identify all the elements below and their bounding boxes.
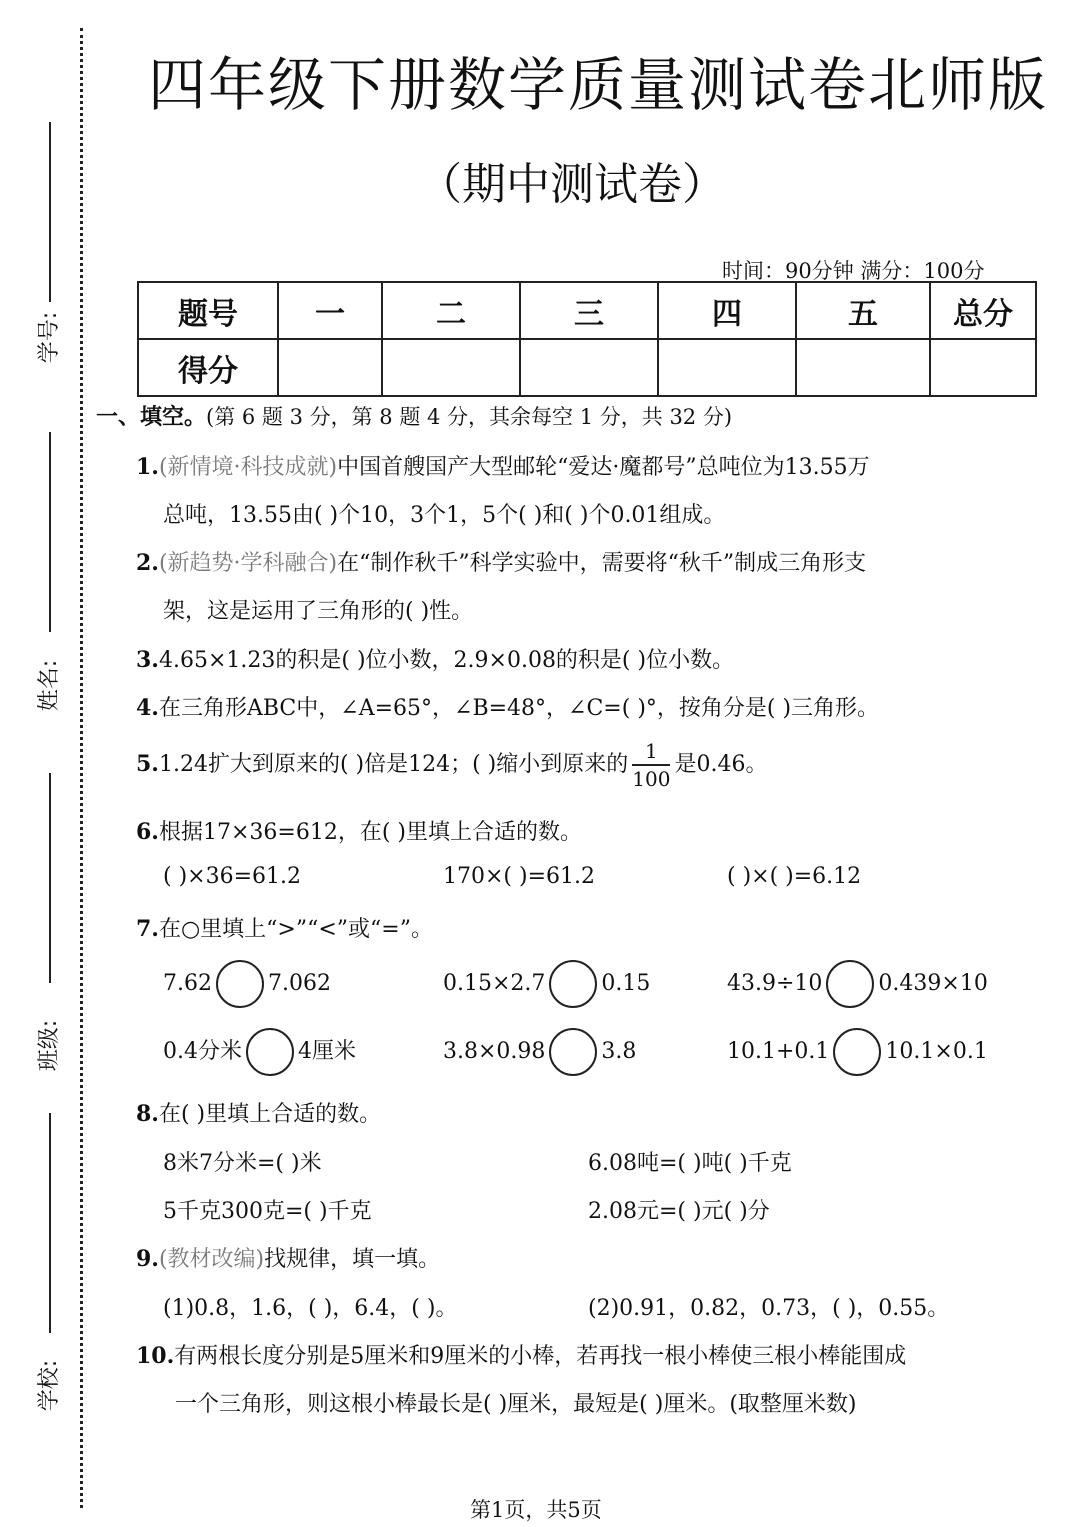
name-label: 姓名: xyxy=(37,659,63,712)
compare-item xyxy=(443,1028,636,1076)
compare-right: 0.439×10 xyxy=(878,971,988,996)
question-text: 1.24扩大到原来的( )倍是124；( )缩小到原来的 xyxy=(158,752,629,777)
question-number: 9. xyxy=(136,1246,159,1272)
compare-item xyxy=(163,960,331,1008)
compare-circle[interactable] xyxy=(833,1028,881,1076)
section-1-note: (第 6 题 3 分，第 8 题 4 分，其余每空 1 分，共 32 分) xyxy=(206,405,733,429)
question-number: 1. xyxy=(136,454,159,480)
question-text: 中国首艘国产大型邮轮“爱达·魔都号”总吨位为13.55万 xyxy=(337,455,870,480)
score-header-cell: 三 xyxy=(520,282,658,339)
question-9-item: (2)0.91，0.82，0.73，( )，0.55。 xyxy=(588,1296,950,1321)
question-5 xyxy=(136,738,767,792)
question-8-item: 2.08元=( )元( )分 xyxy=(588,1199,770,1224)
question-number: 3. xyxy=(136,647,159,673)
question-tag: (教材改编) xyxy=(158,1247,265,1272)
score-table xyxy=(137,281,1037,397)
question-number: 8. xyxy=(136,1101,159,1127)
compare-circle[interactable] xyxy=(826,960,874,1008)
compare-circle[interactable] xyxy=(246,1028,294,1076)
compare-item xyxy=(163,1028,356,1076)
compare-left: 10.1+0.1 xyxy=(727,1039,830,1064)
question-number: 5. xyxy=(136,751,159,777)
compare-right: 7.062 xyxy=(267,971,331,996)
score-header-cell: 二 xyxy=(382,282,520,339)
question-text: 在三角形ABC中，∠A=65°，∠B=48°，∠C=( )°，按角分是( )三角形。 xyxy=(158,696,880,721)
score-table-score-row xyxy=(138,339,1036,396)
fraction xyxy=(632,738,670,792)
score-cell[interactable] xyxy=(658,339,796,396)
compare-circle[interactable] xyxy=(549,960,597,1008)
question-text: 在○里填上“>”“<”或“=”。 xyxy=(158,917,433,942)
compare-item xyxy=(727,1028,988,1076)
score-header-cell: 题号 xyxy=(138,282,278,339)
score-cell[interactable] xyxy=(382,339,520,396)
question-10 xyxy=(136,1339,906,1370)
score-header-cell: 四 xyxy=(658,282,796,339)
compare-left: 43.9÷10 xyxy=(727,971,823,996)
compare-left: 3.8×0.98 xyxy=(443,1039,546,1064)
compare-left: 0.15×2.7 xyxy=(443,971,546,996)
question-2-line2: 架，这是运用了三角形的( )性。 xyxy=(163,599,474,624)
question-number: 4. xyxy=(136,695,159,721)
question-text: 有两根长度分别是5厘米和9厘米的小棒，若再找一根小棒使三根小棒能围成 xyxy=(174,1344,907,1369)
question-text: 在( )里填上合适的数。 xyxy=(158,1102,382,1127)
student-id-line xyxy=(49,122,51,302)
compare-right: 3.8 xyxy=(601,1039,637,1064)
question-8-item: 8米7分米=( )米 xyxy=(163,1151,322,1176)
question-number: 10. xyxy=(136,1343,175,1369)
question-8 xyxy=(136,1097,381,1128)
score-cell[interactable] xyxy=(278,339,382,396)
question-9 xyxy=(136,1242,440,1273)
question-number: 7. xyxy=(136,916,159,942)
compare-right: 4厘米 xyxy=(298,1039,356,1064)
question-6-item: 170×( )=61.2 xyxy=(443,864,596,889)
score-header-cell: 一 xyxy=(278,282,382,339)
question-text: 4.65×1.23的积是( )位小数，2.9×0.08的积是( )位小数。 xyxy=(158,648,735,673)
question-6 xyxy=(136,815,582,846)
compare-item xyxy=(443,960,650,1008)
fraction-denominator: 100 xyxy=(632,764,670,792)
page-subtitle: （期中测试卷） xyxy=(418,159,726,210)
question-2 xyxy=(136,546,866,577)
score-cell[interactable] xyxy=(520,339,658,396)
question-1 xyxy=(136,450,870,481)
class-label: 班级: xyxy=(37,1019,63,1072)
student-id-label: 学号: xyxy=(37,311,63,364)
score-header-cell: 总分 xyxy=(930,282,1036,339)
score-table-header-row xyxy=(138,282,1036,339)
question-4 xyxy=(136,691,879,722)
school-label: 学校: xyxy=(37,1359,63,1412)
school-line xyxy=(49,1113,51,1333)
page-title: 四年级下册数学质量测试卷北师版 xyxy=(148,51,1049,119)
question-8-item: 5千克300克=( )千克 xyxy=(163,1199,372,1224)
question-6-item: ( )×( )=6.12 xyxy=(727,864,862,889)
section-1-heading xyxy=(96,400,732,431)
score-header-cell: 五 xyxy=(796,282,930,339)
question-tag: (新趋势·学科融合) xyxy=(158,551,338,576)
compare-right: 10.1×0.1 xyxy=(885,1039,988,1064)
compare-circle[interactable] xyxy=(549,1028,597,1076)
name-line xyxy=(49,432,51,632)
question-number: 6. xyxy=(136,819,159,845)
exam-meta: 时间：90分钟 满分：100分 xyxy=(722,259,985,283)
question-text: 在“制作秋千”科学实验中，需要将“秋千”制成三角形支 xyxy=(337,551,867,576)
question-text: 找规律，填一填。 xyxy=(264,1247,441,1272)
question-10-line2: 一个三角形，则这根小棒最长是( )厘米，最短是( )厘米。(取整厘米数) xyxy=(175,1392,857,1417)
question-7 xyxy=(136,912,433,943)
question-3 xyxy=(136,643,734,674)
question-text: 根据17×36=612，在( )里填上合适的数。 xyxy=(158,820,582,845)
class-line xyxy=(49,773,51,983)
compare-left: 7.62 xyxy=(163,971,212,996)
compare-item xyxy=(727,960,988,1008)
question-1-line2: 总吨，13.55由( )个10，3个1，5个( )和( )个0.01组成。 xyxy=(163,503,726,528)
question-tag: (新情境·科技成就) xyxy=(158,455,338,480)
question-number: 2. xyxy=(136,550,159,576)
score-cell[interactable] xyxy=(796,339,930,396)
compare-circle[interactable] xyxy=(216,960,264,1008)
score-row-label: 得分 xyxy=(138,339,278,396)
page-footer: 第1页，共5页 xyxy=(470,1498,602,1522)
score-cell[interactable] xyxy=(930,339,1036,396)
compare-right: 0.15 xyxy=(601,971,651,996)
question-9-item: (1)0.8，1.6，( )，6.4，( )。 xyxy=(163,1296,458,1321)
fraction-numerator: 1 xyxy=(644,739,658,763)
section-1-title: 一、填空。 xyxy=(96,405,207,430)
compare-left: 0.4分米 xyxy=(163,1039,242,1064)
question-text-tail: 是0.46。 xyxy=(674,752,768,777)
binding-dotted-line xyxy=(80,28,83,1508)
question-8-item: 6.08吨=( )吨( )千克 xyxy=(588,1151,792,1176)
question-6-item: ( )×36=61.2 xyxy=(163,864,302,889)
